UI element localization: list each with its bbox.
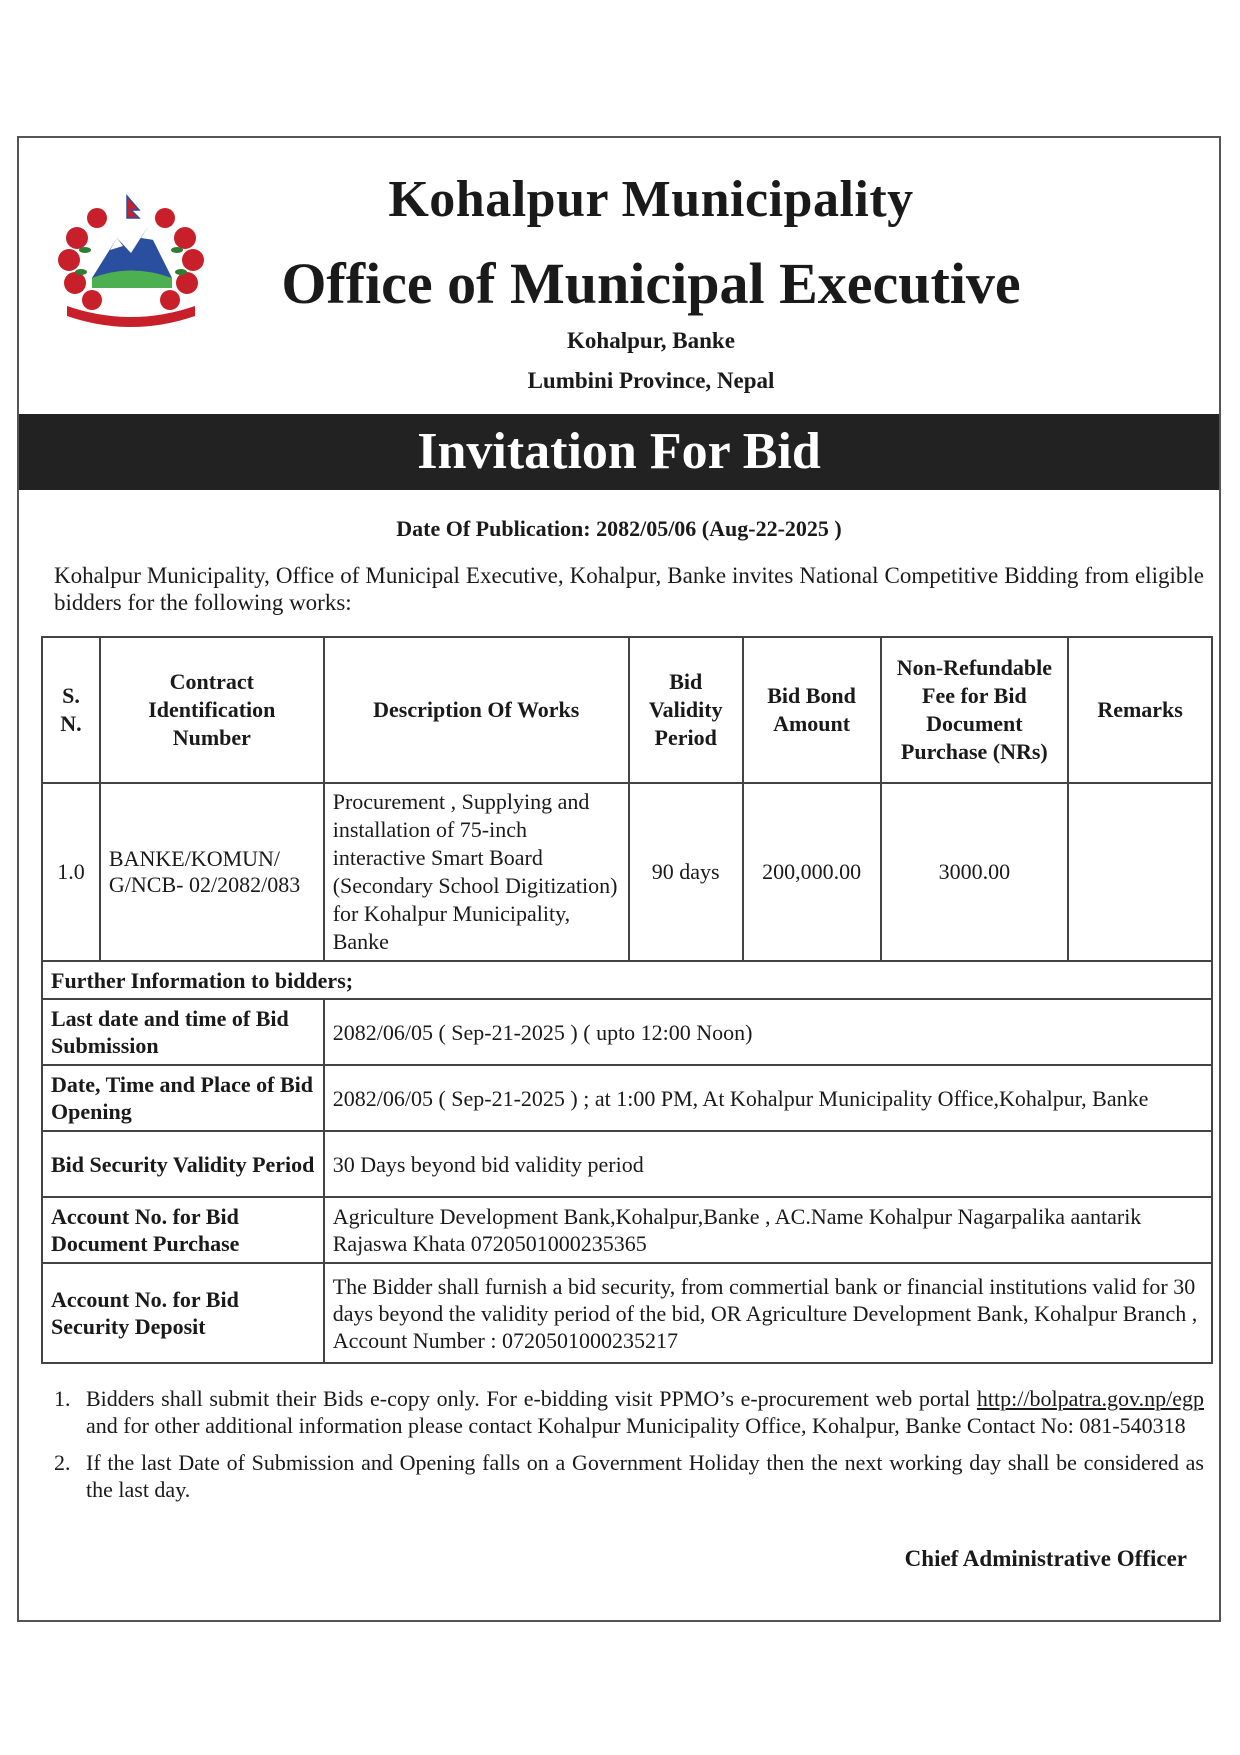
cell-sn: 1.0: [42, 783, 100, 961]
note-number: 1.: [54, 1386, 71, 1411]
list-item: [54, 1385, 1204, 1439]
address-line-2: Lumbini Province, Nepal: [527, 368, 775, 393]
info-label-security-validity: Bid Security Validity Period: [42, 1131, 324, 1197]
info-value-security-validity: 30 Days beyond bid validity period: [324, 1131, 1212, 1197]
info-label-doc-purchase: Account No. for Bid Document Purchase: [42, 1197, 324, 1263]
cell-fee: 3000.00: [881, 783, 1069, 961]
note-text-part: Bidders shall submit their Bids e-copy only. For e-bidding visit PPMO’s e-procurement web portal: [86, 1386, 977, 1411]
info-value-security-deposit: The Bidder shall furnish a bid security, from commertial bank or financial institutions valid for 30 days beyond the validity period of the bid, OR Agriculture Development Bank, Kohalpur Branch , Account Number : 0720501000235217: [324, 1263, 1212, 1363]
header-bond: Bid Bond Amount: [743, 637, 881, 783]
table-header-row: [42, 637, 1212, 783]
cell-remarks: [1068, 783, 1212, 961]
info-label-security-deposit: Account No. for Bid Security Deposit: [42, 1263, 324, 1363]
info-value-doc-purchase: Agriculture Development Bank,Kohalpur,Banke , AC.Name Kohalpur Nagarpalika aantarik Rajaswa Khata 0720501000235365: [324, 1197, 1212, 1263]
cell-bond: 200,000.00: [743, 783, 881, 961]
list-item: [54, 1449, 1204, 1503]
address-line-1: Kohalpur, Banke: [567, 328, 735, 353]
info-label-opening: Date, Time and Place of Bid Opening: [42, 1065, 324, 1131]
info-label-submission: Last date and time of Bid Submission: [42, 999, 324, 1065]
header-sn: S. N.: [42, 637, 100, 783]
egp-portal-link[interactable]: http://bolpatra.gov.np/egp: [976, 1386, 1204, 1411]
cell-description: Procurement , Supplying and installation of 75-inch interactive Smart Board (Secondary School Digitization) for Kohalpur Municipality, Banke: [324, 783, 629, 961]
header-contract-id: Contract Identification Number: [100, 637, 324, 783]
info-row: [42, 1263, 1212, 1363]
header-validity: Bid Validity Period: [629, 637, 743, 783]
note-number: 2.: [54, 1450, 71, 1475]
signoff: Chief Administrative Officer: [904, 1546, 1187, 1571]
header-fee: Non-Refundable Fee for Bid Document Purchase (NRs): [881, 637, 1069, 783]
invitation-banner: Invitation For Bid: [19, 414, 1219, 490]
note-text-part: and for other additional information please contact Kohalpur Municipality Office, Kohalpur, Banke Contact No: 081-540318: [86, 1413, 1186, 1438]
further-info-heading: Further Information to bidders;: [42, 961, 1212, 999]
office-title: Office of Municipal Executive: [281, 251, 1021, 316]
further-info-row: [42, 961, 1212, 999]
header-remarks: Remarks: [1068, 637, 1212, 783]
info-value-submission: 2082/06/05 ( Sep-21-2025 ) ( upto 12:00 Noon): [324, 999, 1212, 1065]
organization-title: Kohalpur Municipality: [388, 171, 914, 228]
info-row: [42, 1065, 1212, 1131]
cell-validity: 90 days: [629, 783, 743, 961]
notice-frame: [17, 136, 1221, 1622]
info-row: [42, 1131, 1212, 1197]
notes-list: [54, 1385, 1204, 1513]
publication-date: Date Of Publication: 2082/05/06 (Aug-22-2025 ): [396, 516, 842, 541]
intro-paragraph: Kohalpur Municipality, Office of Municipal Executive, Kohalpur, Banke invites National Competitive Bidding from eligible bidders for the following works:: [54, 563, 1204, 615]
header-description: Description Of Works: [324, 637, 629, 783]
info-row: [42, 1197, 1212, 1263]
info-row: [42, 999, 1212, 1065]
info-value-opening: 2082/06/05 ( Sep-21-2025 ) ; at 1:00 PM, At Kohalpur Municipality Office,Kohalpur, Banke: [324, 1065, 1212, 1131]
note-text: [86, 1385, 1204, 1439]
note-text: If the last Date of Submission and Opening falls on a Government Holiday then the next working day shall be considered as the last day.: [86, 1450, 1204, 1502]
cell-contract-id: BANKE/KOMUN/ G/NCB- 02/2082/083: [100, 783, 324, 961]
bid-table: [41, 636, 1213, 1364]
table-row: [42, 783, 1212, 961]
